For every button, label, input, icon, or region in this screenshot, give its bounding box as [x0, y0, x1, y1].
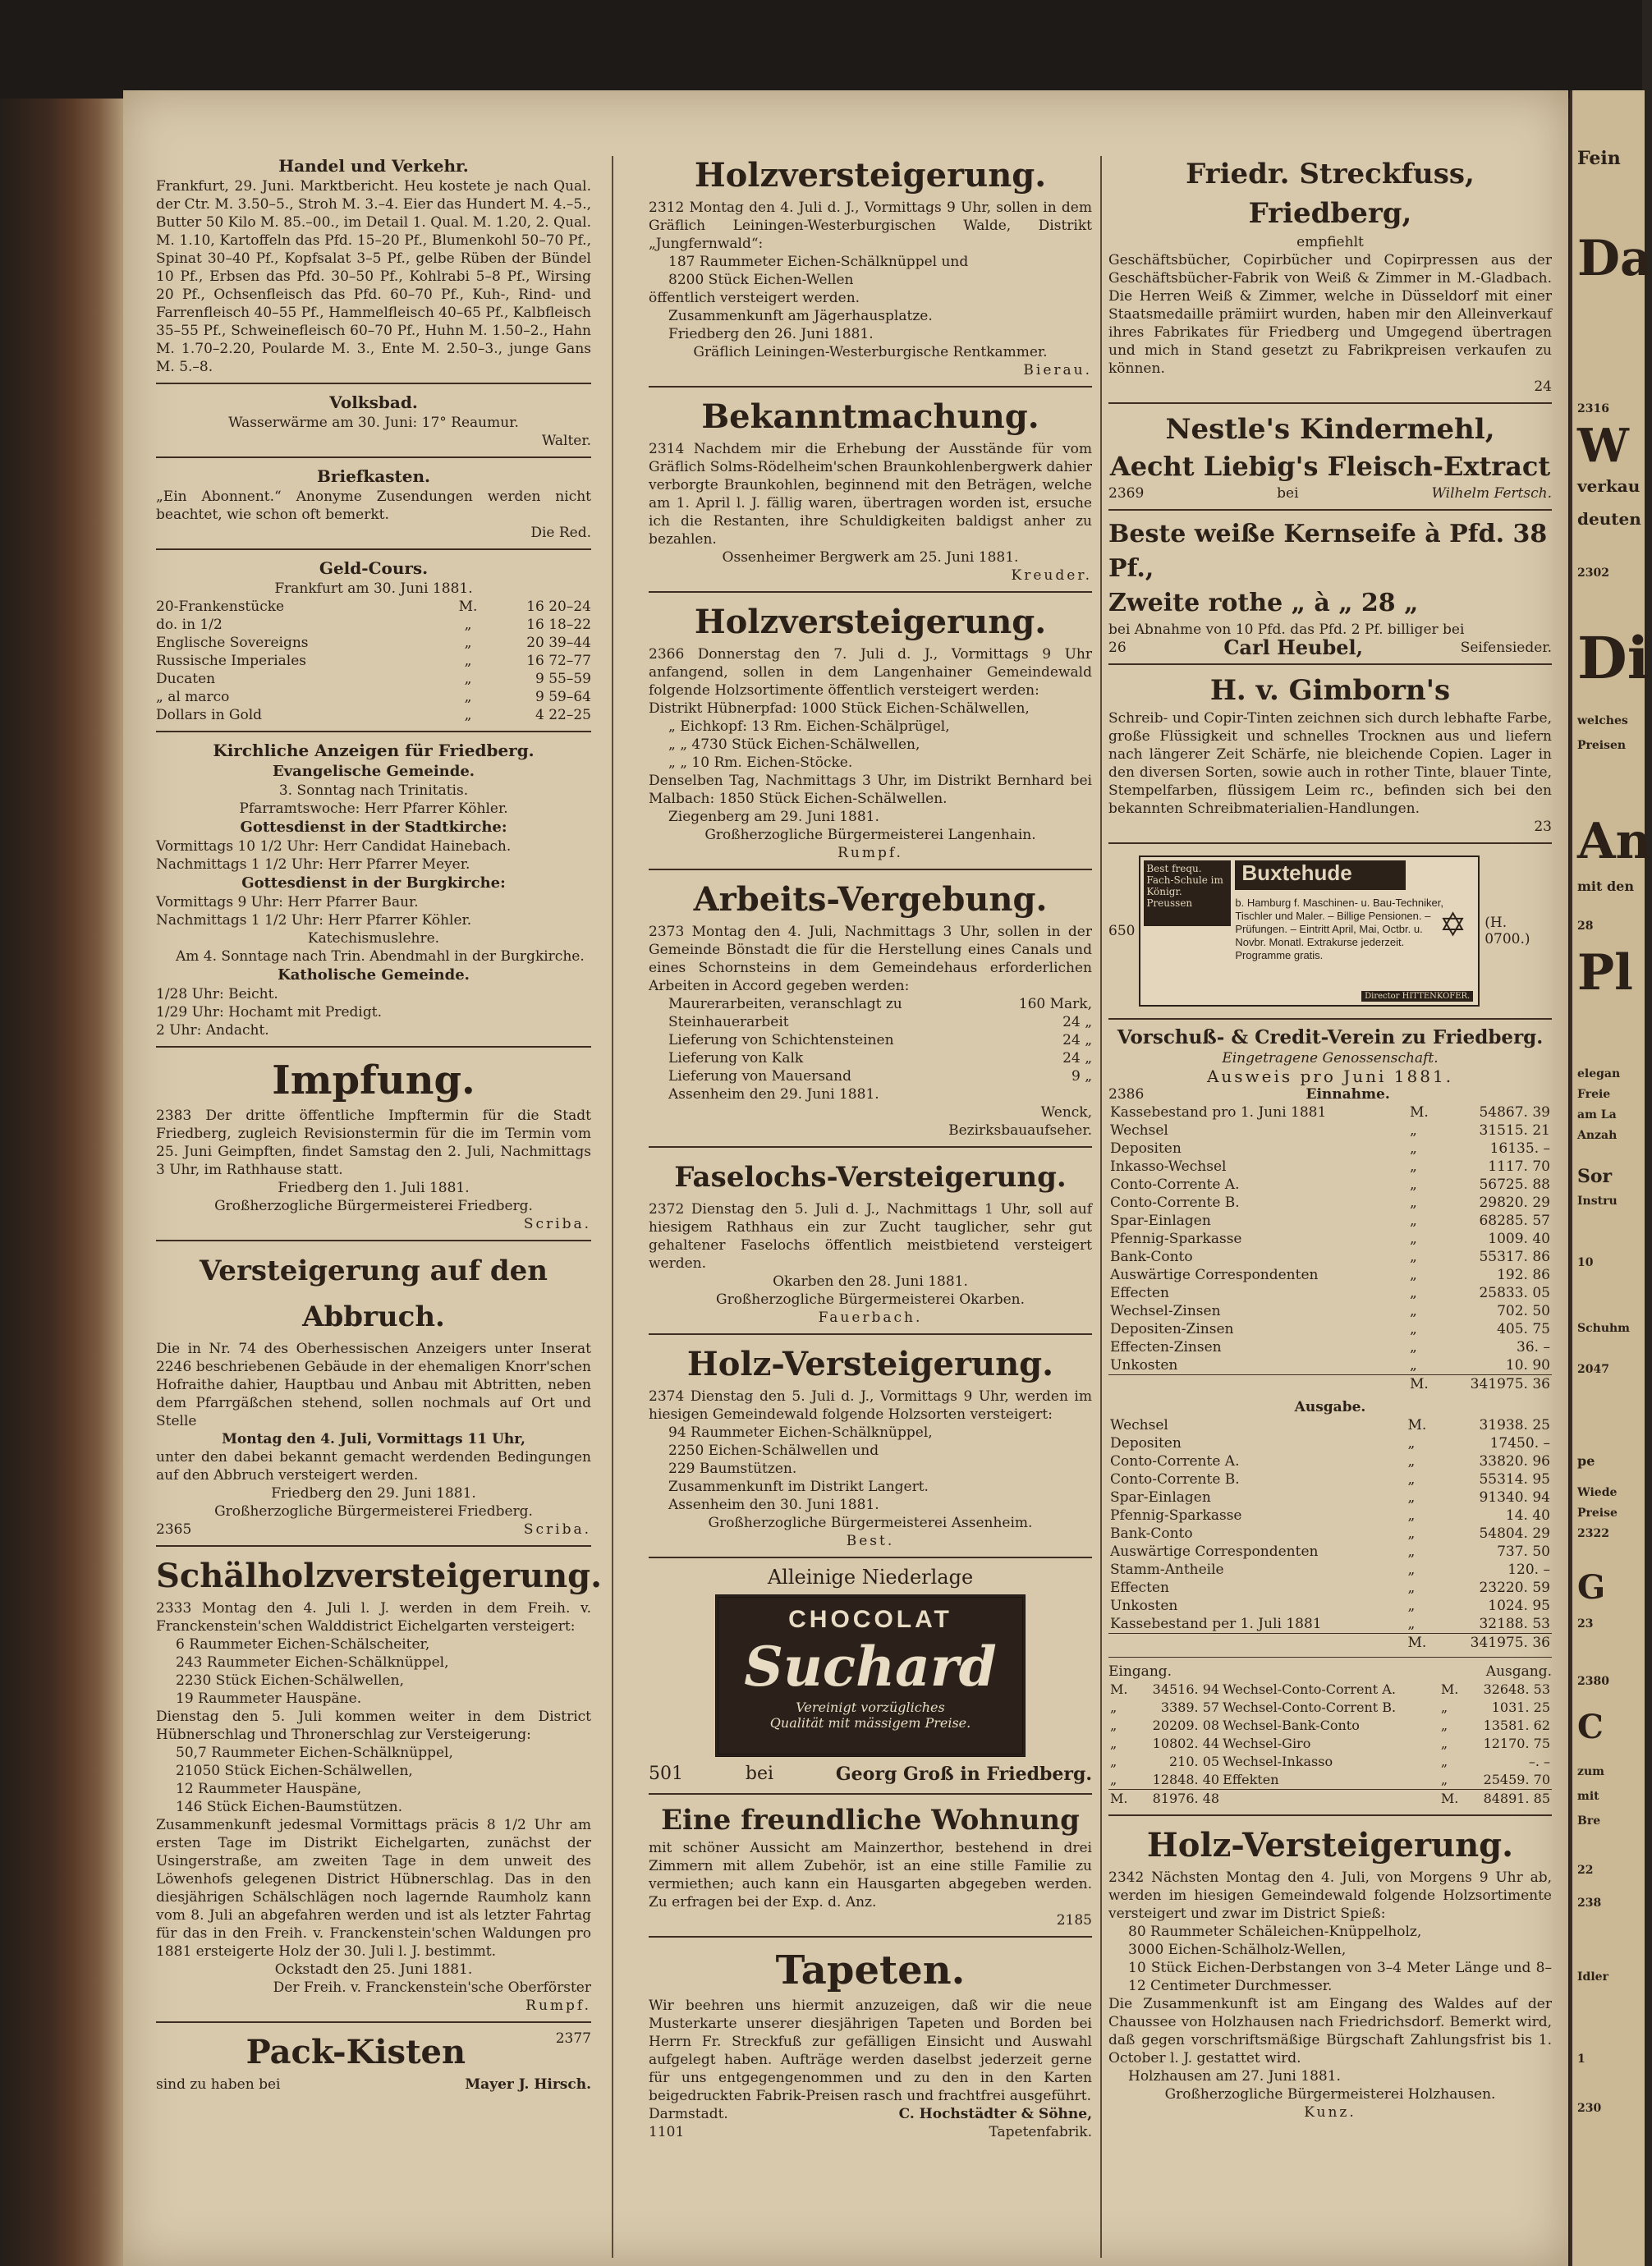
katholische-title: Katholische Gemeinde.: [278, 966, 470, 984]
next-page-fragment: deuten: [1577, 509, 1641, 529]
next-page-fragment: Fein: [1577, 148, 1621, 169]
table-row: Kassebestand pro 1. Juni 1881 M. 54867. 39: [1110, 1104, 1550, 1121]
table-row: Maurerarbeiten, veranschlagt zu 160 Mark,: [668, 996, 1092, 1012]
volksbad-text: Wasserwärme am 30. Juni: 17° Reaumur.: [228, 415, 519, 431]
table-row: Inkasso-Wechsel „ 1117. 70: [1110, 1158, 1550, 1175]
table-row: „ 12848. 40 Effekten „ 25459. 70: [1110, 1772, 1550, 1787]
liebig-title: Aecht Liebig's Fleisch-Extract: [1109, 451, 1551, 482]
table-row: Wechsel-Zinsen „ 702. 50: [1110, 1303, 1550, 1319]
tapeten-text: Wir beehren uns hiermit anzuzeigen, daß wir die neue Musterkarte unserer diesjährigen Tapeten und Borden bei Herrn Fr. Streckfuß zur gefälligen Einsicht und Auswahl aufgelegt haben. Aufträge werden daselbst jederzeit gerne für uns entgegengenommen und zu den in den Karten beigedruckten Fabrik-Preisen rasch und frachtfrei ausgeführt.: [649, 1998, 1092, 2104]
next-page-fragment: 238: [1577, 1897, 1602, 1910]
buxtehude-code: (H. 0700.): [1485, 915, 1530, 947]
faselochs-office: Großherzogliche Bürgermeisterei Okarben.: [715, 1291, 1025, 1308]
next-page-edge: [1570, 90, 1652, 2266]
arbeits-date: Assenheim den 29. Juni 1881.: [668, 1086, 879, 1103]
column-1: [156, 148, 603, 2094]
list-item: 19 Raummeter Hauspäne.: [176, 1690, 362, 1707]
impfung-title: Impfung.: [272, 1057, 475, 1103]
list-item: 146 Stück Eichen-Baumstützen.: [176, 1799, 402, 1815]
table-row: 20-Frankenstücke M. 16 20–24: [156, 599, 591, 615]
list-item: 80 Raummeter Schäleichen-Knüppelholz,: [1128, 1924, 1422, 1940]
schaelholz-title: Schälholzversteigerung.: [156, 1557, 603, 1595]
holz4-title: Holz-Versteigerung.: [1146, 1826, 1514, 1865]
einnahme-title: Einnahme.: [1306, 1086, 1390, 1103]
ausgabe-table: [1108, 1416, 1552, 1652]
holz4-office: Großherzogliche Bürgermeisterei Holzhausen.: [1164, 2086, 1496, 2103]
holz1-meet: Zusammenkunft am Jägerhausplatze.: [668, 308, 933, 324]
streckfuss-text: Geschäftsbücher, Copirbücher und Copirpressen aus der Geschäftsbücher-Fabrik von Weiß & Zimmer in M.-Gladbach. Die Herren Weiß & Zimmer, welche in Düsseldorf mit einer Staatsmedaille prämiirt wurden, haben mir den Alleinverkauf ihres Fabrikates für Friedberg und Umgegend übertragen und mich in Stand gesetzt zu Fabrikpreisen verkaufen zu können.: [1108, 252, 1552, 377]
table-row: Depositen „ 16135. –: [1110, 1140, 1550, 1157]
tapeten-firm2: Tapetenfabrik.: [989, 2124, 1092, 2140]
next-page-fragment: 22: [1577, 1864, 1594, 1877]
einnahme-head: [1108, 1085, 1552, 1103]
star-of-david-icon: ✡: [1439, 906, 1467, 944]
suchard-tagline-1: Vereinigt vorzügliches: [796, 1700, 945, 1715]
next-page-fragment: mit den: [1577, 878, 1634, 894]
suchard-who: Georg Groß in Friedberg.: [835, 1764, 1092, 1785]
pack-text: sind zu haben bei: [156, 2076, 281, 2093]
abbruch-footer: [156, 1521, 591, 1539]
list-item: „ Eichkopf: 13 Rm. Eichen-Schälprügel,: [668, 718, 950, 735]
next-page-fragment: Idler: [1577, 1970, 1608, 1984]
next-page-fragment: Anzah: [1577, 1129, 1618, 1142]
buxtehude-director: Director HITTENKOFER.: [1361, 991, 1473, 1002]
briefkasten-sign: Die Red.: [530, 525, 591, 541]
table-row: Conto-Corrente A. „ 56725. 88: [1110, 1177, 1550, 1193]
holz3-office: Großherzogliche Bürgermeisterei Assenheim.: [708, 1515, 1033, 1531]
table-row: Conto-Corrente B. „ 55314. 95: [1110, 1471, 1550, 1488]
next-page-fragment: Sor: [1577, 1166, 1613, 1187]
table-row: Bank-Conto „ 54804. 29: [1110, 1525, 1550, 1542]
list-item: „ „ 4730 Stück Eichen-Schälwellen,: [668, 736, 920, 753]
next-page-fragment: 2302: [1577, 566, 1609, 580]
table-row: Depositen „ 17450. –: [1110, 1435, 1550, 1452]
table-row: Kassebestand per 1. Juli 1881 „ 32188. 53: [1110, 1616, 1550, 1632]
ausgabe-total-row: M. 341975. 36: [1108, 1634, 1552, 1653]
holz2-date: Ziegenberg am 29. Juni 1881.: [668, 809, 879, 825]
table-row: Pfennig-Sparkasse „ 1009. 40: [1110, 1231, 1550, 1247]
tapeten-footer-2: [649, 2123, 1092, 2141]
suchard-footer: [649, 1762, 1092, 1787]
table-row: „ 3389. 57 Wechsel-Conto-Corrent B. „ 1031. 25: [1110, 1700, 1550, 1715]
abbruch-sign: Scriba.: [523, 1521, 591, 1538]
table-row: „ 10802. 44 Wechsel-Giro „ 12170. 75: [1110, 1736, 1550, 1751]
column-divider: [1100, 156, 1102, 2258]
tapeten-footer: [649, 2105, 1092, 2123]
list-item: 243 Raummeter Eichen-Schälknüppel,: [176, 1654, 449, 1671]
next-page-fragment: 2380: [1577, 1675, 1609, 1688]
list-item: 2230 Stück Eichen-Schälwellen,: [176, 1672, 404, 1689]
holz3-text: 2374 Dienstag den 5. Juli d. J., Vormittags 9 Uhr, werden im hiesigen Gemeindewald folgende Holzsorten versteigert:: [649, 1388, 1092, 1423]
tapeten-title: Tapeten.: [775, 1947, 966, 1993]
next-page-fragment: 230: [1577, 2102, 1602, 2115]
holz4-text2: Die Zusammenkunft ist am Eingang des Waldes auf der Chaussee von Holzhausen nach Friedrichsdorf. Bemerkt wird, daß gegen vorschriftsmäßige Bürgschaft Zahlungsfrist bis 1. October l. J. gestattet wird.: [1108, 1996, 1552, 2066]
table-row: „ 20209. 08 Wechsel-Bank-Conto „ 13581. 62: [1110, 1718, 1550, 1733]
suchard-bei: bei: [745, 1764, 774, 1784]
nestle-title: Nestle's Kindermehl,: [1165, 413, 1495, 446]
buxtehude-ad: [1139, 855, 1480, 1007]
buxtehude-row: [1108, 851, 1552, 1011]
holz1-sign: Bierau.: [1023, 362, 1092, 378]
gimborn-title: H. v. Gimborn's: [1209, 674, 1451, 707]
next-page-fragment: 23: [1577, 1617, 1594, 1631]
table-row: Ducaten „ 9 55–59: [156, 671, 591, 687]
wohnung-title: Eine freundliche Wohnung: [661, 1804, 1080, 1837]
next-page-fragment: verkau: [1577, 476, 1641, 496]
list-item: 8200 Stück Eichen-Wellen: [668, 272, 854, 288]
schaelholz-text3: Zusammenkunft jedesmal Vormittags präcis 8 1/2 Uhr am ersten Tage im Distrikt Eichelgarten, zunächst der Usingerstraße, am zweiten Tage in dem unweit des Löwenhofs gelegenen District Hübnerschlag. Das in den diesjährigen Schälschlägen noch lagernde Raumholz kann vom 8. Juli an abgefahren werden und ist als letzter Fahrtag für das in den Freih. v. Franckenstein'schen Waldungen pro 1881 ersteigerte Holz der 30. Juli l. J. bestimmt.: [156, 1817, 591, 1960]
table-row: Wechsel M. 31938. 25: [1110, 1417, 1550, 1433]
table-row: Russische Imperiales „ 16 72–77: [156, 653, 591, 669]
schaelholz-text: 2333 Montag den 4. Juli l. J. werden in dem Freih. v. Franckenstein'schen Walddistrict Eichelgarten versteigert:: [156, 1600, 591, 1635]
bekanntmachung-title: Bekanntmachung.: [701, 397, 1039, 436]
table-row: Spar-Einlagen „ 68285. 57: [1110, 1213, 1550, 1229]
stadtkirche-2: Nachmittags 1 1/2 Uhr: Herr Pfarrer Meyer.: [156, 856, 470, 873]
katholische-2: 1/29 Uhr: Hochamt mit Predigt.: [156, 1004, 382, 1021]
list-item: 12 Raummeter Hauspäne,: [176, 1781, 362, 1797]
abbruch-num: 2365: [156, 1521, 192, 1538]
contocorrent-head: [1108, 1663, 1552, 1681]
chocolat-label: CHOCOLAT: [788, 1606, 952, 1633]
table-row: „ 210. 05 Wechsel-Inkasso „ –. –: [1110, 1754, 1550, 1769]
abbruch-text: Die in Nr. 74 des Oberhessischen Anzeigers unter Inserat 2246 beschriebenen Gebäude in der ehemaligen Knorr'schen Hofraithe dahier, Hauptbau und Anbau mit Abtritten, neben dem Pfarrgäßchen stehend, sollen nochmals auf Ort und Stelle: [156, 1341, 591, 1429]
seife-footer: [1108, 635, 1552, 659]
streckfuss-sub: empfiehlt: [1296, 234, 1364, 250]
holz4-text: 2342 Nächsten Montag den 4. Juli, von Morgens 9 Uhr ab, werden im hiesigen Gemeindewald folgende Holzsortimente versteigert und zwar im District Spieß:: [1108, 1869, 1552, 1922]
table-row: Englische Sovereigns „ 20 39–44: [156, 635, 591, 651]
table-row: Dollars in Gold „ 4 22–25: [156, 707, 591, 723]
contocorrent-out-head: Ausgang.: [1485, 1663, 1552, 1680]
next-page-fragment: Freie: [1577, 1088, 1611, 1101]
holz3-title: Holz-Versteigerung.: [686, 1345, 1054, 1383]
burgkirche-2: Nachmittags 1 1/2 Uhr: Herr Pfarrer Köhler.: [156, 912, 472, 929]
next-page-fragment: An: [1577, 813, 1652, 870]
bekanntmachung-text: 2314 Nachdem mir die Erhebung der Ausstände für vom Gräflich Solms-Rödelheim'schen Braunkohlenbergwerk dahier verborgte Braunkohlen, beginnend mit den Beträgen, welche am 1. April l. J. fällig waren, übertragen worden ist, ersuche ich die Restanten, ihre Schuldigkeiten baldigst anher zu bezahlen.: [649, 441, 1092, 548]
holz3-date: Assenheim den 30. Juni 1881.: [668, 1497, 879, 1513]
arbeits-text: 2373 Montag den 4. Juli, Nachmittags 3 Uhr, sollen in der Gemeinde Bönstadt die für die Herstellung eines Canals und eines Schornsteins in dem Gemeindehaus erforderlichen Arbeiten in Accord gegeben werden:: [649, 924, 1092, 994]
pack-who: Mayer J. Hirsch.: [465, 2076, 591, 2093]
niederlage-title: Alleinige Niederlage: [767, 1566, 974, 1589]
stadtkirche-1: Vormittags 10 1/2 Uhr: Herr Candidat Hainebach.: [156, 838, 512, 855]
geldcours-sub: Frankfurt am 30. Juni 1881.: [274, 580, 473, 597]
nestle-footer: [1108, 484, 1552, 502]
buxtehude-num: 650: [1108, 923, 1136, 939]
einnahme-table: [1108, 1103, 1552, 1393]
volksbad-sign: Walter.: [541, 433, 591, 449]
volksbad-title: Volksbad.: [329, 392, 418, 412]
pack-num: 2377: [555, 2030, 591, 2047]
next-page-fragment: 28: [1577, 920, 1594, 933]
seife-line-1: Beste weiße Kernseife à Pfd. 38 Pf.,: [1108, 520, 1548, 583]
burgkirche-1: Vormittags 9 Uhr: Herr Pfarrer Baur.: [156, 894, 419, 911]
next-page-fragment: Bre: [1577, 1814, 1601, 1828]
table-row: Effecten „ 23220. 59: [1110, 1580, 1550, 1596]
list-item: 50,7 Raummeter Eichen-Schälknüppel,: [176, 1745, 453, 1761]
holz2-text2: Denselben Tag, Nachmittags 3 Uhr, im Distrikt Bernhard bei Malbach: 1850 Stück Eichen-Schälwellen.: [649, 773, 1092, 807]
table-row: Lieferung von Kalk 24 „: [668, 1050, 1092, 1066]
geldcours-table: [156, 598, 591, 724]
katholische-1: 1/28 Uhr: Beicht.: [156, 986, 278, 1002]
book-binding: [0, 99, 123, 2266]
streckfuss-title: Friedr. Streckfuss, Friedberg,: [1186, 158, 1475, 230]
tapeten-num: 1101: [649, 2124, 685, 2140]
list-item: 21050 Stück Eichen-Schälwellen,: [176, 1763, 413, 1779]
scanner-background: [0, 0, 1642, 99]
next-page-fragment: Pl: [1577, 944, 1633, 1002]
holz1-title: Holzversteigerung.: [694, 156, 1047, 195]
suchard-tagline-2: Qualität mit mässigem Preise.: [769, 1715, 971, 1731]
newspaper-page: [123, 90, 1568, 2266]
burgkirche-3: Katechismuslehre.: [307, 930, 440, 947]
arbeits-office: Bezirksbauaufseher.: [948, 1122, 1092, 1139]
holz2-text: 2366 Donnerstag den 7. Juli d. J., Vormittags 9 Uhr anfangend, sollen in dem Langenhainer Gemeindewald folgende Holzsortimente öffentlich versteigert werden:: [649, 646, 1092, 699]
table-row: M. 34516. 94 Wechsel-Conto-Corrent A. M. 32648. 53: [1110, 1681, 1550, 1697]
handel-title: Handel und Verkehr.: [278, 156, 469, 176]
holz1-text2: öffentlich versteigert werden.: [649, 290, 860, 306]
table-row: Conto-Corrente A. „ 33820. 96: [1110, 1453, 1550, 1470]
faselochs-title: Faselochs-Versteigerung.: [674, 1161, 1067, 1194]
impfung-sign: Scriba.: [523, 1216, 591, 1232]
handel-text: Frankfurt, 29. Juni. Marktbericht. Heu kostete je nach Qual. der Ctr. M. 3.50–5., Stroh M. 3.–4. Eier das Hundert M. 4.–5., Butter 50 Kilo M. 85.–00., im Detail 1. Qual. M. 1.20, 2. Qual. M. 1.10, Kartoffeln das Pfd. 15–20 Pf., Blumenkohl 50–70 Pf., Spinat 30–40 Pf., Kopfsalat 3–5 Pf., gelbe Rüben der Bündel 10 Pf., Erbsen das Pfd. 30–50 Pf., Kohlrabi 5–8 Pf., Wirsing 20 Pf., Ochsenfleisch das Pfd. 60–70 Pf., Kuh-, Rind- und Farrenfleisch 40–55 Pf., Hammelfleisch 40–65 Pf., Kalbfleisch 35–55 Pf., Schweinefleisch 60–70 Pf., Huhn M. 1.50–2., Hahn M. 1.70–2.20, Poularde M. 3., Ente M. 2.50–3., junge Gans M. 5.–8.: [156, 178, 591, 375]
seife-num: 26: [1108, 640, 1127, 656]
geldcours-title: Geld-Cours.: [319, 558, 429, 578]
buxtehude-details: b. Hamburg f. Maschinen- u. Bau-Techniker, Tischler und Maler. – Billige Pensionen. – Prüfungen. – Eintritt April, Mai, Octbr. u. Novbr. Monatl. Extrakurse jederzeit. Programme gratis.: [1235, 897, 1443, 961]
next-page-fragment: Di: [1577, 624, 1650, 692]
katholische-3: 2 Uhr: Andacht.: [156, 1022, 269, 1039]
holz4-date: Holzhausen am 27. Juni 1881.: [1128, 2068, 1341, 2085]
list-item: Distrikt Hübnerpfad: 1000 Stück Eichen-Schälwellen,: [649, 700, 1030, 717]
faselochs-date: Okarben den 28. Juni 1881.: [773, 1273, 968, 1290]
table-row: Lieferung von Mauersand 9 „: [668, 1068, 1092, 1085]
table-row: Pfennig-Sparkasse „ 14. 40: [1110, 1507, 1550, 1524]
holz4-sign: Kunz.: [1304, 2104, 1356, 2121]
kirchliche-title: Kirchliche Anzeigen für Friedberg.: [213, 741, 535, 760]
next-page-fragment: 2316: [1577, 402, 1609, 415]
suchard-logo: Suchard: [744, 1635, 997, 1699]
seife-who: Carl Heubel,: [1223, 635, 1364, 659]
einnahme-total-row: M. 341975. 36: [1108, 1375, 1552, 1394]
abendmahl: Am 4. Sonntage nach Trin. Abendmahl in der Burgkirche.: [176, 948, 585, 965]
list-item: 6 Raummeter Eichen-Schälscheiter,: [176, 1636, 430, 1653]
briefkasten-title: Briefkasten.: [317, 466, 430, 486]
pack-title: Pack-Kisten: [246, 2033, 466, 2071]
faselochs-sign: Fauerbach.: [818, 1310, 923, 1326]
burgkirche-title: Gottesdienst in der Burgkirche:: [241, 874, 506, 892]
vorschuss-sub: Eingetragene Genossenschaft.: [1222, 1050, 1439, 1066]
ausgabe-title: Ausgabe.: [1294, 1399, 1366, 1415]
abbruch-date: Friedberg den 29. Juni 1881.: [271, 1485, 476, 1502]
arbeits-sign: Wenck,: [1040, 1104, 1092, 1121]
seife-line-3: bei Abnahme von 10 Pfd. das Pfd. 2 Pf. billiger bei: [1108, 622, 1465, 638]
briefkasten-text: „Ein Abonnent.“ Anonyme Zusendungen werden nicht beachtet, wie schon oft bemerkt.: [156, 489, 591, 523]
tapeten-firm: C. Hochstädter & Söhne,: [898, 2106, 1092, 2122]
contocorrent-total-row: M. 81976. 48 M. 84891. 85: [1110, 1791, 1550, 1806]
next-page-fragment: 1: [1577, 2053, 1585, 2066]
table-row: Steinhauerarbeit 24 „: [668, 1014, 1092, 1030]
arbeits-table: [649, 995, 1092, 1085]
streckfuss-num: 24: [1534, 378, 1552, 395]
vorschuss-title: Vorschuß- & Credit-Verein zu Friedberg.: [1117, 1026, 1544, 1048]
next-page-fragment: Preise: [1577, 1507, 1618, 1520]
column-2: [649, 148, 1092, 2141]
seife-job: Seifensieder.: [1460, 640, 1552, 656]
arbeits-title: Arbeits-Vergebung.: [693, 880, 1048, 919]
list-item: 94 Raummeter Eichen-Schälknüppel,: [668, 1424, 933, 1441]
list-item: 2250 Eichen-Schälwellen und: [668, 1443, 879, 1459]
pack-footer: [156, 2076, 591, 2094]
seife-line-2: Zweite rothe „ à „ 28 „: [1108, 589, 1419, 617]
holz1-date: Friedberg den 26. Juni 1881.: [668, 326, 874, 342]
evangelische-title: Evangelische Gemeinde.: [272, 763, 475, 780]
vorschuss-ausweis: Ausweis pro Juni 1881.: [1206, 1066, 1454, 1086]
list-item: 10 Stück Eichen-Derbstangen von 3–4 Meter Länge und 8–12 Centimeter Durchmesser.: [1128, 1960, 1552, 1994]
next-page-fragment: Instru: [1577, 1195, 1618, 1208]
faselochs-text: 2372 Dienstag den 5. Juli d. J., Nachmittags 1 Uhr, soll auf hiesigem Rathhaus ein zur Zucht tauglicher, sehr gut gehaltener Faselochs öffentlich meistbietend versteigert werden.: [649, 1201, 1092, 1272]
bekanntmachung-date: Ossenheimer Bergwerk am 25. Juni 1881.: [722, 549, 1019, 566]
wohnung-text: mit schöner Aussicht am Mainzerthor, bestehend in drei Zimmern mit allem Zubehör, ist an eine stille Familie zu vermiethen; auch kann ein Hausgarten abgegeben werden. Zu erfragen bei der Exp. d. Anz.: [649, 1840, 1092, 1911]
impfung-text: 2383 Der dritte öffentliche Impftermin für die Stadt Friedberg, zugleich Revisionstermin für die im Termin vom 25. Juni Geimpften, findet Samstag den 2. Juli, Nachmittags 3 Uhr, im Rathhause statt.: [156, 1108, 591, 1178]
next-page-fragment: Schuhm: [1577, 1322, 1630, 1335]
buxtehude-box: Best frequ. Fach-Schule im Königr. Preussen: [1144, 860, 1231, 926]
contocorrent-table: [1108, 1681, 1552, 1808]
table-row: Bank-Conto „ 55317. 86: [1110, 1249, 1550, 1265]
next-page-fragment: Preisen: [1577, 739, 1627, 752]
next-page-fragment: Wiede: [1577, 1486, 1618, 1499]
abbruch-office: Großherzogliche Bürgermeisterei Friedberg.: [214, 1503, 533, 1520]
nestle-who: Wilhelm Fertsch.: [1431, 485, 1552, 502]
abbruch-text2: unter den dabei bekannt gemacht werdenden Bedingungen auf den Abbruch versteigert werden.: [156, 1449, 591, 1484]
next-page-fragment: welches: [1577, 714, 1628, 727]
wohnung-num: 2185: [1056, 1912, 1092, 1929]
list-item: „ „ 10 Rm. Eichen-Stöcke.: [668, 755, 853, 771]
table-row: Stamm-Antheile „ 120. –: [1110, 1562, 1550, 1578]
chocolat-suchard-ad: [715, 1594, 1026, 1757]
schaelholz-text2: Dienstag den 5. Juli kommen weiter in dem District Hübnerschlag und Thronerschlag zur Versteigerung:: [156, 1709, 591, 1743]
buxtehude-brand: Buxtehude: [1235, 860, 1406, 890]
table-row: Wechsel „ 31515. 21: [1110, 1122, 1550, 1139]
next-page-fragment: 2322: [1577, 1527, 1609, 1540]
column-3: [1108, 148, 1552, 2122]
table-row: „ al marco „ 9 59–64: [156, 689, 591, 705]
nestle-num: 2369: [1108, 485, 1145, 502]
column-divider: [612, 156, 613, 2258]
evangelische-sonntag: 3. Sonntag nach Trinitatis.: [278, 782, 469, 799]
next-page-fragment: 2047: [1577, 1363, 1609, 1376]
gimborn-num: 23: [1534, 819, 1552, 835]
next-page-fragment: W: [1577, 419, 1629, 473]
next-page-fragment: G: [1577, 1568, 1606, 1607]
stadtkirche-title: Gottesdienst in der Stadtkirche:: [240, 819, 507, 836]
next-page-fragment: zum: [1577, 1765, 1604, 1778]
list-item: 229 Baumstützen.: [668, 1461, 797, 1477]
holz2-office: Großherzogliche Bürgermeisterei Langenhain.: [704, 827, 1036, 843]
next-page-fragment: am La: [1577, 1108, 1617, 1122]
table-row: Depositen-Zinsen „ 405. 75: [1110, 1321, 1550, 1337]
holz3-meet: Zusammenkunft im Distrikt Langert.: [668, 1479, 929, 1495]
list-item: 3000 Eichen-Schälholz-Wellen,: [1128, 1942, 1347, 1958]
table-row: Conto-Corrente B. „ 29820. 29: [1110, 1195, 1550, 1211]
table-row: Lieferung von Schichtensteinen 24 „: [668, 1032, 1092, 1048]
table-row: do. in 1/2 „ 16 18–22: [156, 617, 591, 633]
table-row: Spar-Einlagen „ 91340. 94: [1110, 1489, 1550, 1506]
table-row: Auswärtige Correspondenten „ 192. 86: [1110, 1267, 1550, 1283]
contocorrent-in-head: Eingang.: [1108, 1663, 1172, 1680]
gimborn-text: Schreib- und Copir-Tinten zeichnen sich durch lebhafte Farbe, große Flüssigkeit und schnelles Trocknen aus und liefern nach längerer Zeit Schärfe, nie bleichende Copien. Lager in den diversen Sorten, sowie auch in rother Tinte, blauer Tinte, Stempelfarben, flüssigem Leim rc., befinden sich bei den bekannten Schreibmaterialien-Handlungen.: [1108, 710, 1552, 817]
nestle-bei: bei: [1277, 485, 1299, 502]
abbruch-title: Versteigerung auf den Abbruch.: [200, 1255, 548, 1333]
next-page-fragment: pe: [1577, 1453, 1595, 1469]
schaelholz-office: Der Freih. v. Franckenstein'sche Oberförster: [273, 1979, 591, 1996]
impfung-date: Friedberg den 1. Juli 1881.: [278, 1180, 470, 1196]
holz2-title: Holzversteigerung.: [694, 603, 1047, 641]
schaelholz-date: Ockstadt den 25. Juni 1881.: [274, 1961, 473, 1978]
schaelholz-sign: Rumpf.: [525, 1998, 591, 2014]
next-page-fragment: elegan: [1577, 1067, 1621, 1080]
abbruch-when: Montag den 4. Juli, Vormittags 11 Uhr,: [222, 1431, 525, 1447]
evangelische-woche: Pfarramtswoche: Herr Pfarrer Köhler.: [239, 800, 508, 817]
next-page-fragment: C: [1577, 1708, 1604, 1746]
list-item: 187 Raummeter Eichen-Schälknüppel und: [668, 254, 969, 270]
suchard-num: 501: [649, 1764, 683, 1784]
table-row: Effecten-Zinsen „ 36. –: [1110, 1339, 1550, 1355]
next-page-fragment: Da: [1577, 230, 1652, 287]
vorschuss-num: 2386: [1108, 1086, 1145, 1103]
table-row: Effecten „ 25833. 05: [1110, 1285, 1550, 1301]
pack-header: [156, 2030, 591, 2076]
impfung-office: Großherzogliche Bürgermeisterei Friedberg.: [214, 1198, 533, 1214]
next-page-fragment: 10: [1577, 1256, 1594, 1269]
table-row: Unkosten „ 10. 90: [1110, 1357, 1550, 1374]
holz1-office: Gräflich Leiningen-Westerburgische Rentkammer.: [693, 344, 1048, 360]
table-row: Unkosten „ 1024. 95: [1110, 1598, 1550, 1614]
table-row: Auswärtige Correspondenten „ 737. 50: [1110, 1544, 1550, 1560]
holz3-sign: Best.: [846, 1533, 895, 1549]
holz2-sign: Rumpf.: [837, 845, 903, 861]
bekanntmachung-sign: Kreuder.: [1011, 567, 1092, 584]
tapeten-place: Darmstadt.: [649, 2106, 728, 2122]
next-page-fragment: mit: [1577, 1790, 1599, 1803]
holz1-text: 2312 Montag den 4. Juli d. J., Vormittags 9 Uhr, sollen in dem Gräflich Leiningen-Westerburgischen Walde, Distrikt „Jungfernwald“:: [649, 200, 1092, 252]
